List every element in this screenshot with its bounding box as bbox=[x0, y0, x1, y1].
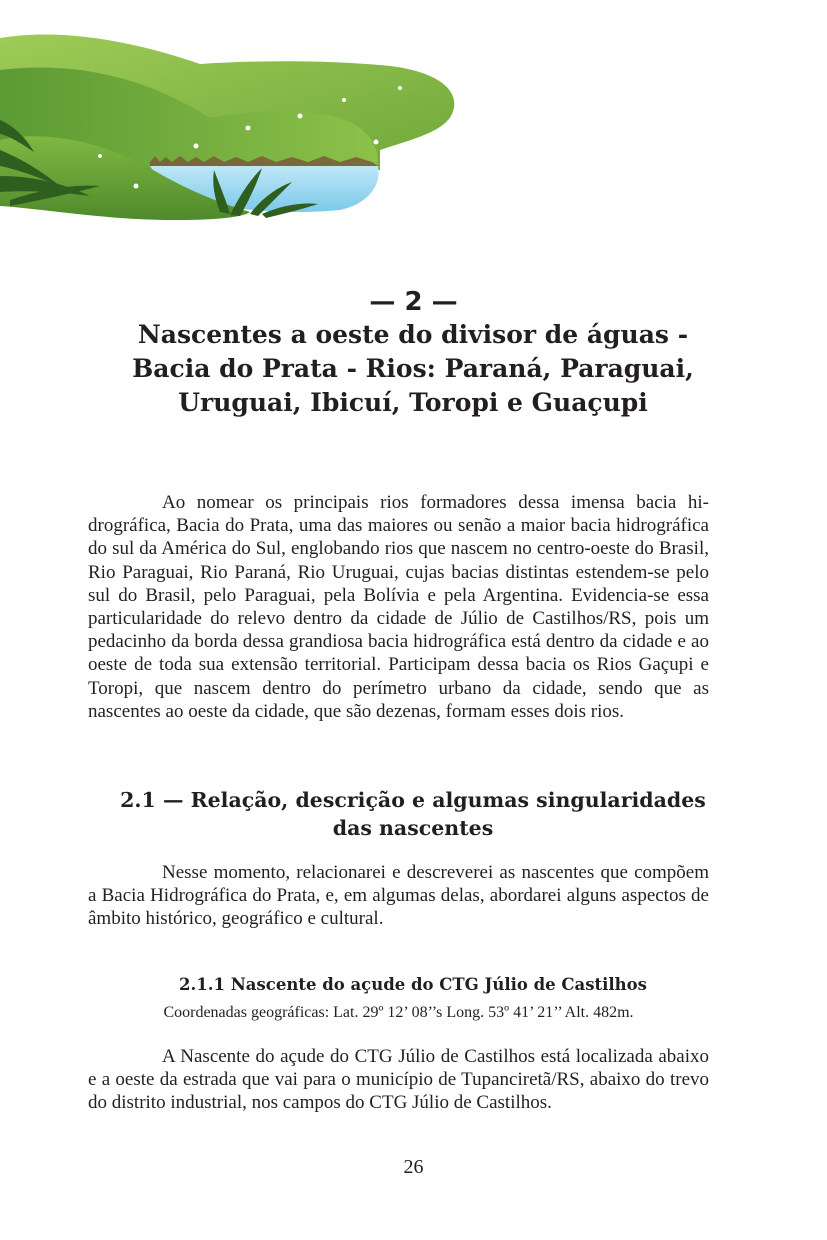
hills-lake-illustration bbox=[0, 0, 470, 230]
page-number: 26 bbox=[403, 1156, 424, 1178]
section-paragraph: Nesse momento, relacionarei e descreverei as nascentes que compõem a Bacia Hidrográfica do Prata, e, em algumas delas, abordarei alguns aspectos de âmbito histórico, geográfico e cultural. bbox=[88, 862, 709, 930]
subsection-title: 2.1.1 Nascente do açude do CTG Júlio de Castilhos bbox=[179, 975, 647, 994]
intro-paragraph: Ao nomear os principais rios formadores dessa imensa bacia hidrográfica, Bacia do Prata, uma das maiores ou senão a maior bacia hidrográfica do sul da América do Sul, englobando rios que nascem no centro-oeste do Brasil, Rio Paraguai, Rio Paraná, Rio Uruguai, cujas bacias distintas estendem-se pelo sul do Brasil, pelo Paraguai, pela Bolívia e pela Argentina. Evidencia-se essa particularidade do relevo dentro da cidade de Júlio de Castilhos/RS, pois um pedacinho da borda dessa grandiosa bacia hidrográfica está dentro da cidade e ao oeste de toda sua extensão territorial. Participam dessa bacia os Rios Gaçupi e Toropi, que nascem dentro do perímetro urbano da cidade, sendo que as nascentes ao oeste da cidade, que são dezenas, formam esses dois rios. bbox=[88, 492, 709, 722]
geographic-coordinates: Coordenadas geográficas: Lat. 29º 12’ 08’’s Long. 53º 41’ 21’’ Alt. 482m. bbox=[163, 1004, 634, 1021]
chapter-number: — 2 — bbox=[369, 287, 458, 317]
section-title: 2.1 — Relação, descrição e algumas singularidades das nascentes bbox=[120, 788, 706, 840]
chapter-title: Nascentes a oeste do divisor de águas - Bacia do Prata - Rios: Paraná, Paraguai, Uruguai, Ibicuí, Toropi e Guaçupi bbox=[132, 320, 694, 417]
subsection-paragraph: A Nascente do açude do CTG Júlio de Castilhos está localizada abaixo e a oeste da estrada que vai para o município de Tupanciretã/RS, abaixo do trevo do distrito industrial, nos campos do CTG Júlio de Castilhos. bbox=[88, 1046, 709, 1114]
